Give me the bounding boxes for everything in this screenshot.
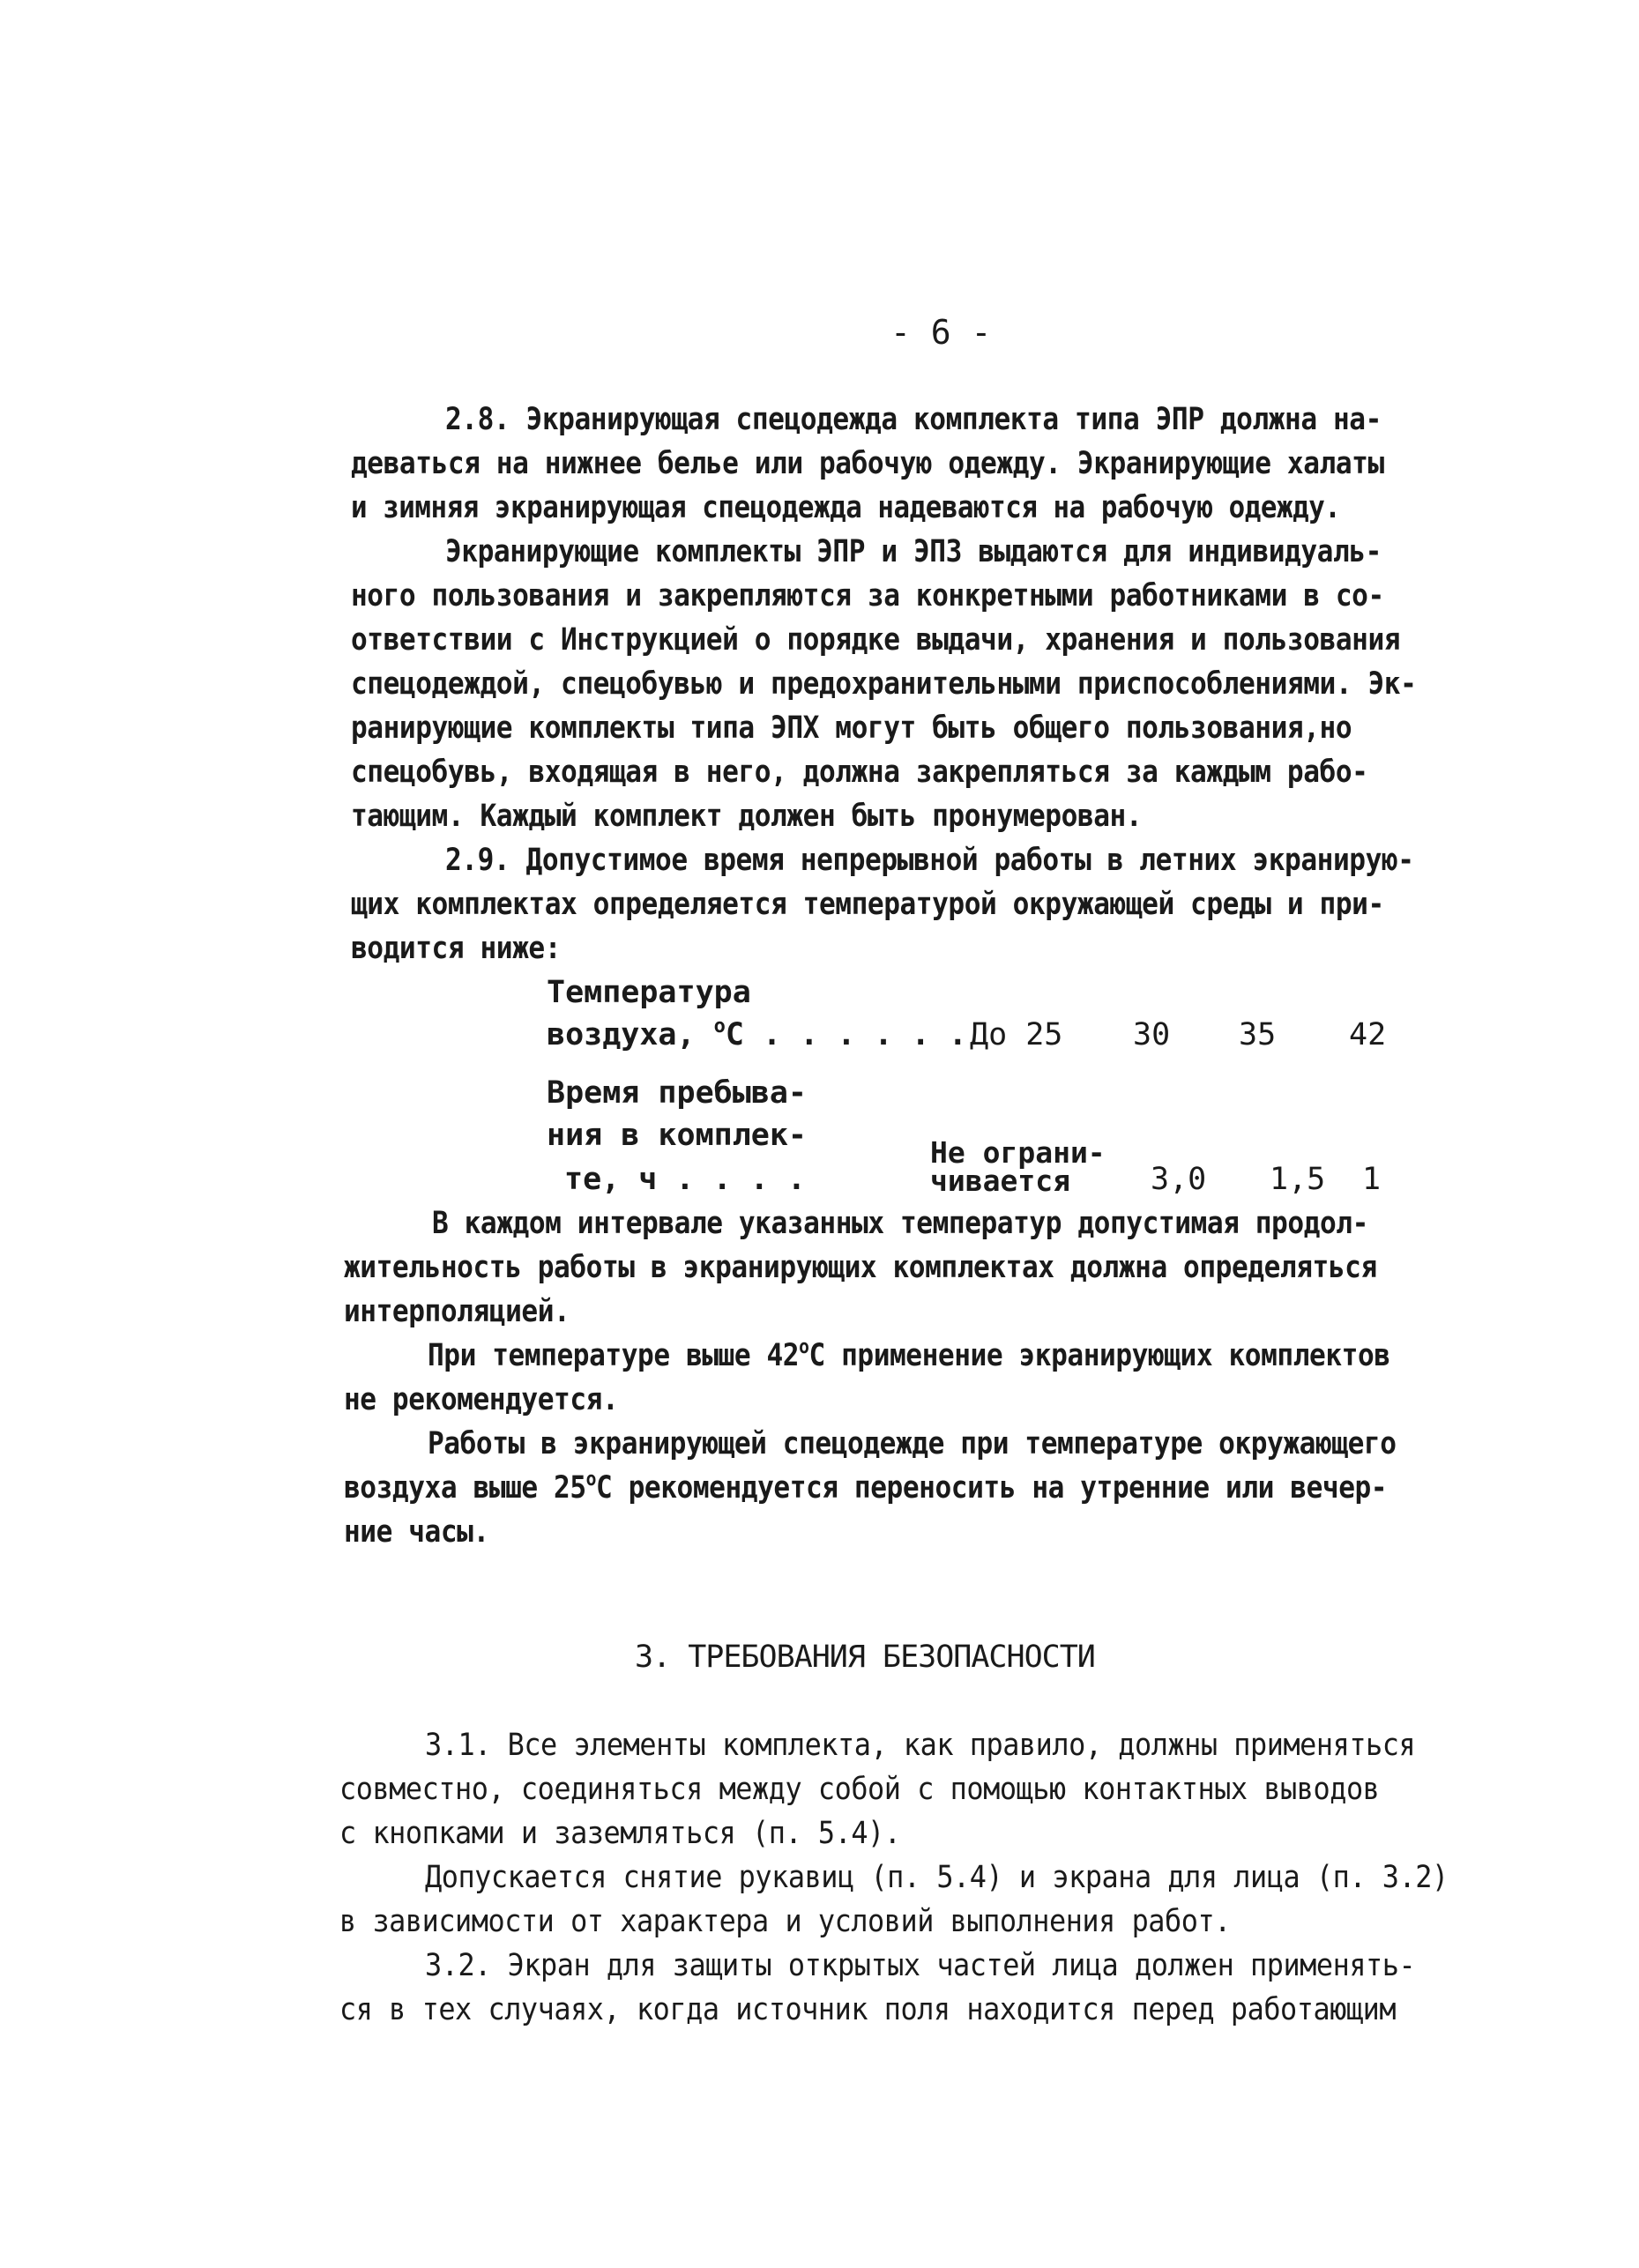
text-line: деваться на нижнее белье или рабочую одежду. Экранирующие халаты [351,446,1384,481]
text-line: Допускается снятие рукавиц (п. 5.4) и экрана для лица (п. 3.2) [425,1860,1449,1895]
table-cell: 35 [1239,1017,1277,1052]
text-line: в зависимости от характера и условий выполнения работ. [339,1904,1231,1939]
text-line: совместно, соединяться между собой с помощью контактных выводов [339,1772,1380,1807]
text-line: Работы в экранирующей спецодежде при температуре окружающего [428,1426,1397,1461]
text-line: 3.1. Все элементы комплекта, как правило, должны применяться [425,1728,1416,1763]
text-line: При температуре выше $42^оС$ применение экранирующих комплектов [428,1336,1390,1373]
table-cell: 1 [1362,1162,1382,1197]
table-row-label: воздуха, $^о$С . . . . . . [547,1015,967,1052]
text-line: воздуха выше $25^оС$ рекомендуется переносить на утренние или вечер- [344,1469,1388,1506]
text-line: ответствии с Инструкцией о порядке выдачи, хранения и пользования [351,622,1401,658]
text-line: 2.8. Экранирующая спецодежда комплекта типа ЭПР должна на- [445,402,1382,437]
text-line: Экранирующие комплекты ЭПР и ЭПЗ выдаются для индивидуаль- [445,534,1382,569]
table-row-label: Температура [547,975,751,1010]
table-cell: До 25 [970,1017,1063,1052]
page-number: - 6 - [890,313,992,352]
text-line: щих комплектах определяется температурой окружающей среды и при- [351,887,1384,922]
section-heading: 3. ТРЕБОВАНИЯ БЕЗОПАСНОСТИ [635,1640,1095,1675]
text-line: ного пользования и закрепляются за конкретными работниками в со- [351,578,1384,613]
text-line: с кнопками и заземляться (п. 5.4). [339,1816,901,1851]
table-row-label: Время пребыва- [547,1075,808,1111]
table-cell: Не ограни- [930,1135,1106,1170]
text-line: интерполяцией. [344,1294,570,1329]
text-line: ние часы. [344,1514,489,1550]
text-line: спецодеждой, спецобувью и предохранительными приспособлениями. Эк- [351,666,1417,702]
text-line: 3.2. Экран для защиты открытых частей лица должен применять- [425,1948,1416,1983]
text-line: не рекомендуется. [344,1382,619,1417]
table-cell: 30 [1133,1017,1171,1052]
text-line: ранирующие комплекты типа ЭПХ могут быть общего пользования,но [351,710,1352,746]
table-row-label: ния в комплек- [547,1118,808,1153]
text-line: водится ниже: [351,931,562,966]
text-line: тающим. Каждый комплект должен быть пронумерован. [351,799,1143,834]
table-cell: 1,5 [1270,1162,1326,1197]
text-line: спецобувь, входящая в него, должна закрепляться за каждым рабо- [351,755,1368,790]
text-line: В каждом интервале указанных температур допустимая продол- [432,1206,1368,1241]
text-line: и зимняя экранирующая спецодежда надеваются на рабочую одежду. [351,490,1341,525]
table-cell: 42 [1349,1017,1387,1052]
text-line: жительность работы в экранирующих комплектах должна определяться [344,1250,1377,1285]
table-row-label: те, ч . . . . [564,1162,806,1197]
table-cell: чивается [930,1164,1070,1198]
text-line: ся в тех случаях, когда источник поля находится перед работающим [339,1992,1397,2027]
table-cell: 3,0 [1151,1162,1207,1197]
text-line: 2.9. Допустимое время непрерывной работы в летних экранирую- [445,843,1414,878]
